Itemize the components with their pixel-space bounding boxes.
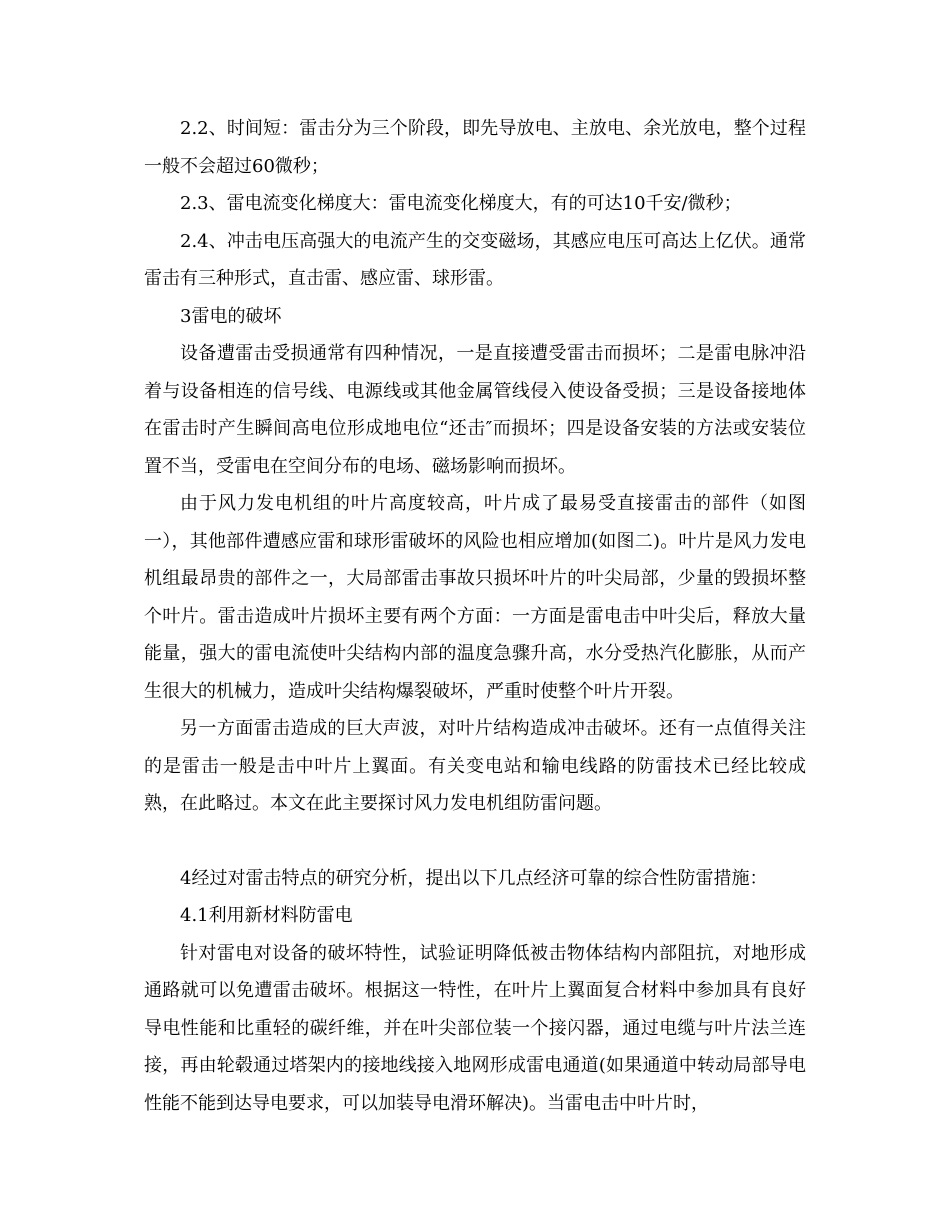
section-heading-3-lightning-damage: 3雷电的破坏	[180, 305, 282, 327]
section-heading-4-1-new-materials: 4.1利用新材料防雷电	[180, 905, 353, 926]
paragraph-2-4-impulse-voltage: 2.4、冲击电压高强大的电流产生的交变磁场，其感应电压可高达上亿伏。通常雷击有三种形式，直击雷、感应雷、球形雷。	[144, 230, 806, 289]
paragraph-equipment-damage: 设备遭雷击受损通常有四种情况，一是直接遭受雷击而损坏；二是雷电脉冲沿着与设备相连的信号线、电源线或其他金属管线侵入使设备受损；三是设备接地体在雷击时产生瞬间高电位形成地电位“还击″而损坏；四是设备安装的方法或安装位置不当，受雷电在空间分布的电场、磁场影响而损坏。	[144, 343, 806, 477]
paragraph-blade-damage: 由于风力发电机组的叶片高度较高，叶片成了最易受直接雷击的部件（如图一），其他部件遭感应雷和球形雷破坏的风险也相应增加(如图二)。叶片是风力发电机组最昂贵的部件之一，大局部雷击事故只损坏叶片的叶尖局部，少量的毁损坏整个叶片。雷击造成叶片损坏主要有两个方面：一方面是雷电击中叶尖后，释放大量能量，强大的雷电流使叶尖结构内部的温度急骤升高，水分受热汽化膨胀，从而产生很大的机械力，造成叶尖结构爆裂破坏，严重时使整个叶片开裂。	[144, 493, 806, 702]
document-body	[144, 110, 806, 1122]
section-heading-4-measures: 4经过对雷击特点的研究分析，提出以下几点经济可靠的综合性防雷措施：	[180, 867, 768, 889]
paragraph-2-2-short-time: 2.2、时间短：雷击分为三个阶段，即先导放电、主放电、余光放电，整个过程一般不会超过60微秒；	[144, 118, 806, 177]
paragraph-2-3-current-gradient: 2.3、雷电流变化梯度大：雷电流变化梯度大，有的可达10千安/微秒；	[180, 193, 742, 214]
paragraph-carbon-fiber: 针对雷电对设备的破坏特性，试验证明降低被击物体结构内部阻抗，对地形成通路就可以免遭雷击破坏。根据这一特性，在叶片上翼面复合材料中参加具有良好导电性能和比重轻的碳纤维，并在叶尖部位装一个接闪器，通过电缆与叶片法兰连接，再由轮毂通过塔架内的接地线接入地网形成雷电通道(如果通道中转动局部导电性能不能到达导电要求，可以加装导电滑环解决)。当雷电击中叶片时，	[144, 942, 806, 1114]
paragraph-acoustic-damage: 另一方面雷击造成的巨大声波，对叶片结构造成冲击破坏。还有一点值得关注的是雷击一般是击中叶片上翼面。有关变电站和输电线路的防雷技术已经比较成熟，在此略过。本文在此主要探讨风力发电机组防雷问题。	[144, 718, 806, 814]
